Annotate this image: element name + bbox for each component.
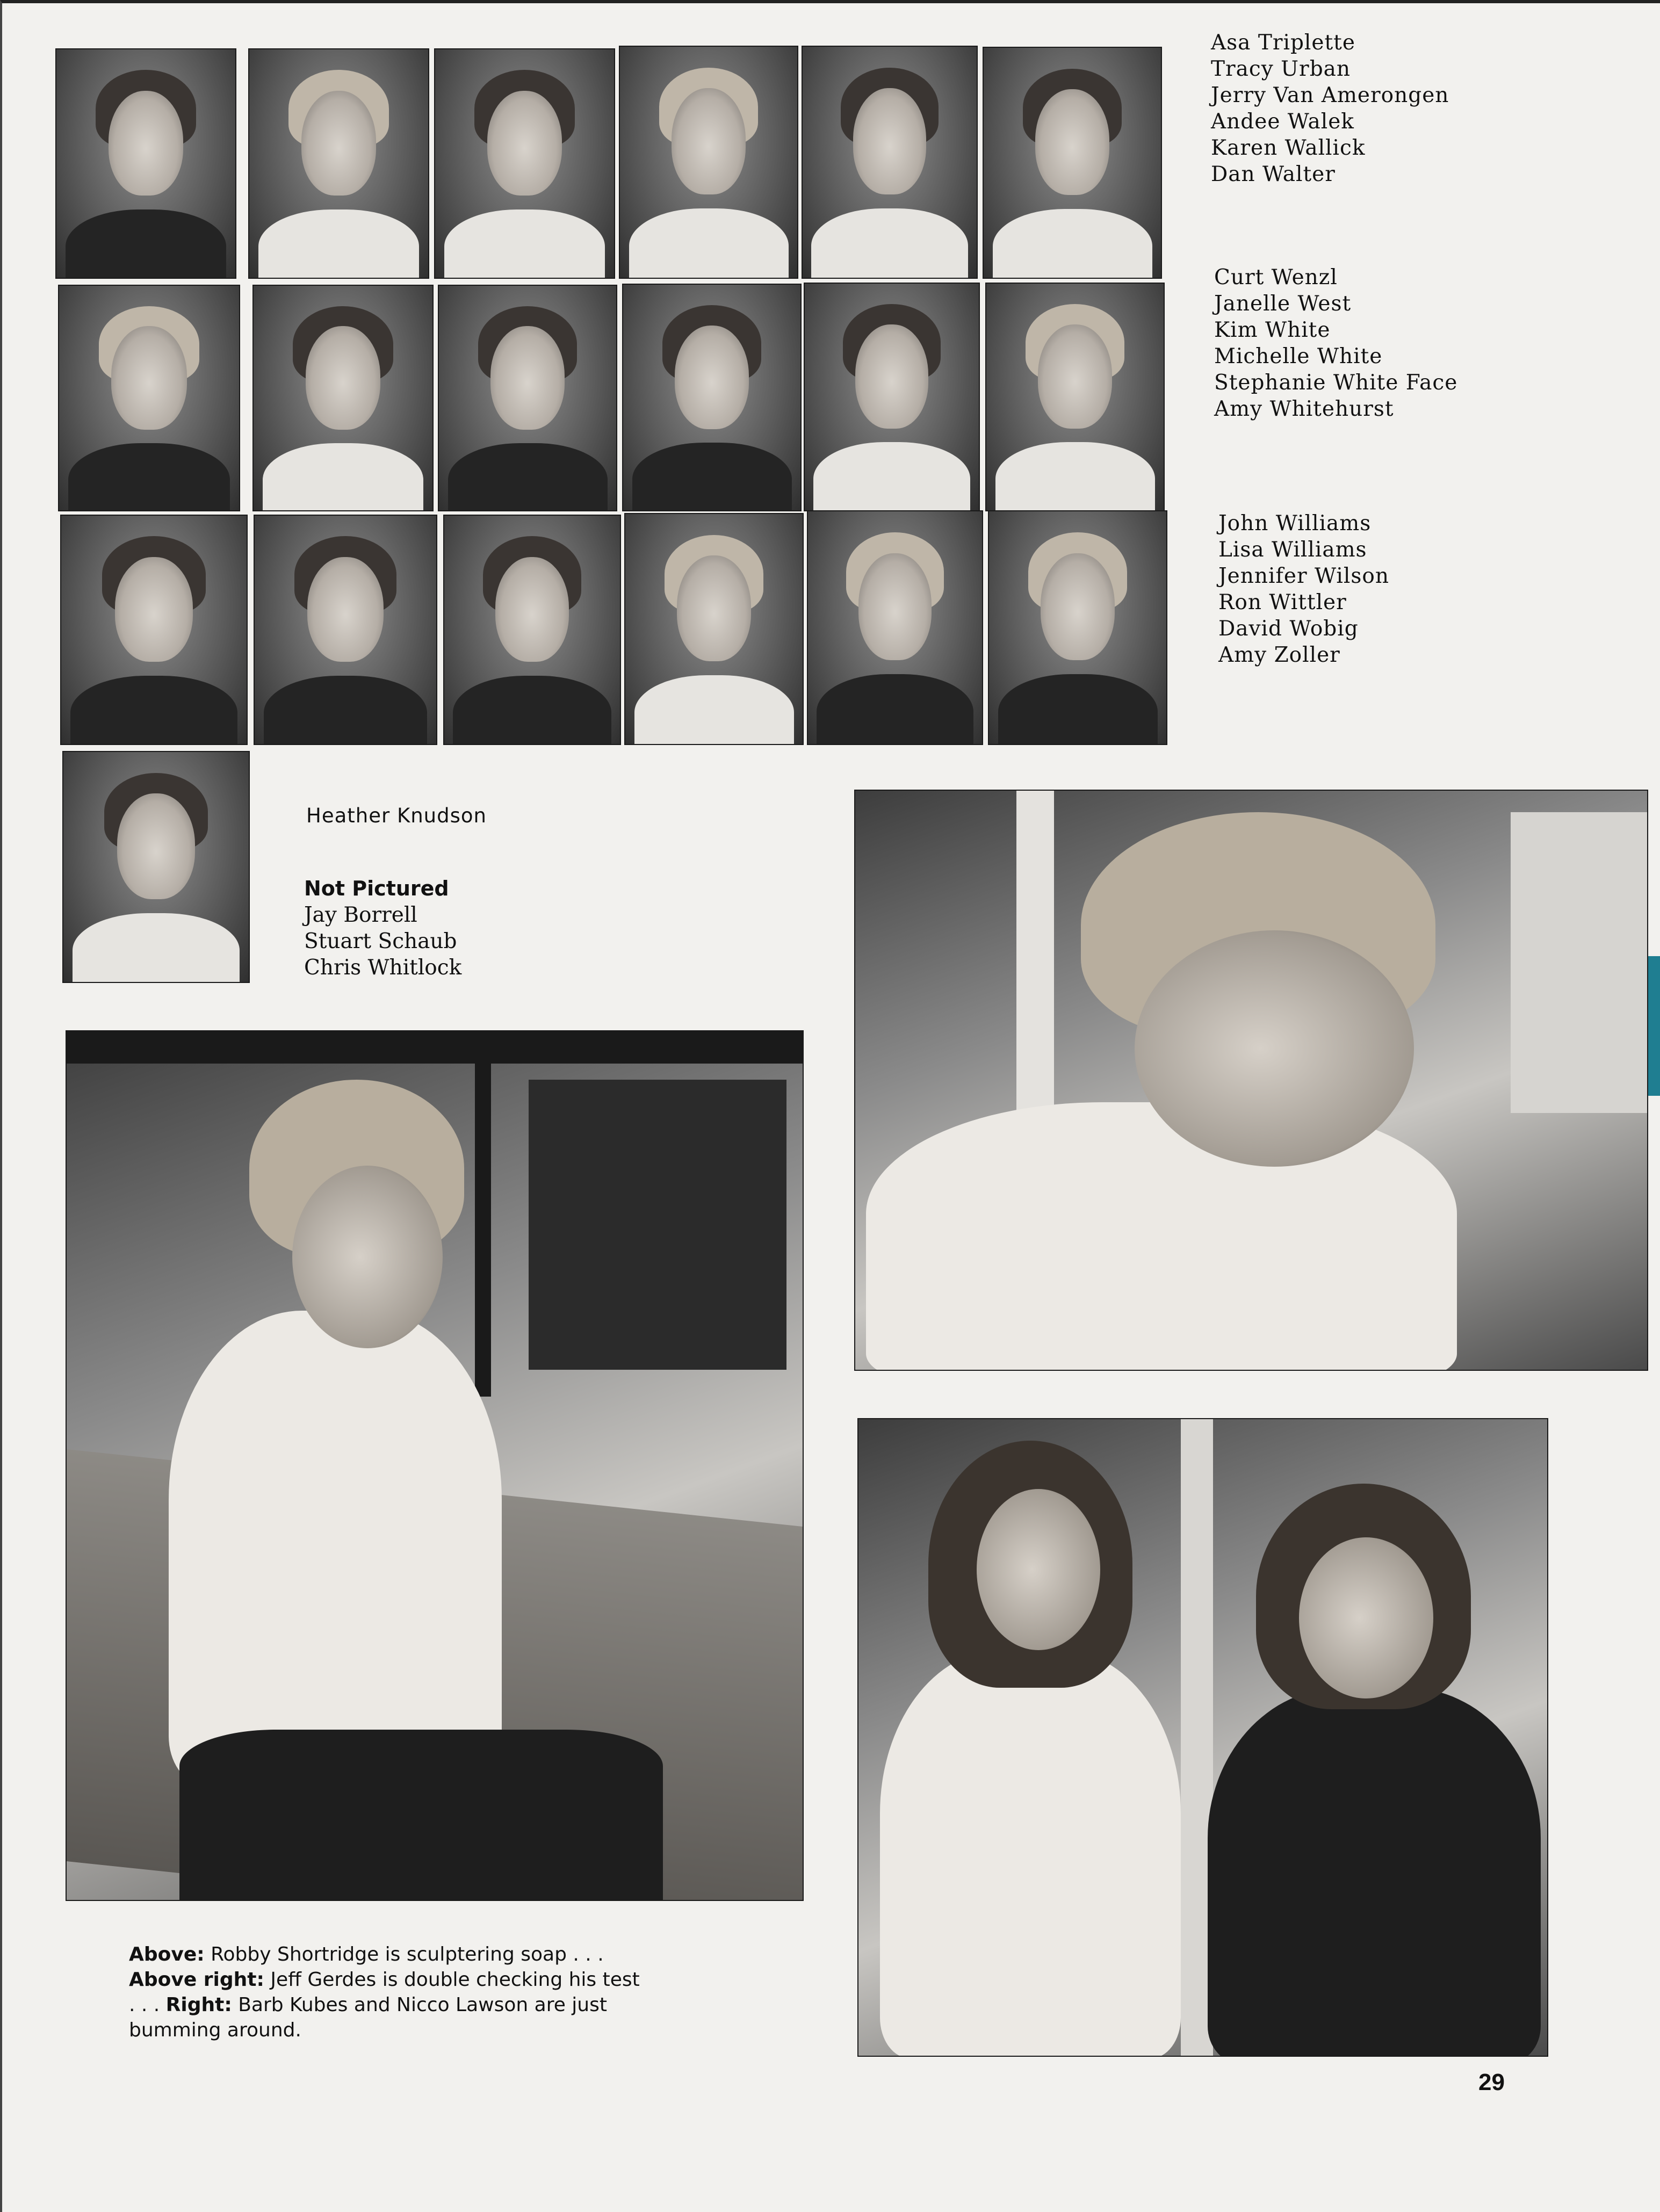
student-name: David Wobig	[1218, 617, 1359, 641]
caption-label-above: Above:	[129, 1943, 205, 1965]
portrait-photo	[252, 285, 434, 511]
single-portrait-name: Heather Knudson	[306, 804, 487, 827]
portrait-photo	[443, 515, 621, 745]
name-list-row-2	[1214, 264, 1457, 422]
student-name: Andee Walek	[1211, 110, 1354, 134]
student-name: Janelle West	[1214, 292, 1352, 316]
student-name: Stuart Schaub	[304, 929, 457, 953]
caption-text-right: Barb Kubes and Nicco Lawson are just bumming around.	[129, 1994, 607, 2041]
portrait-photo	[60, 515, 248, 745]
portrait-photo	[434, 48, 615, 279]
portrait-photo	[55, 48, 236, 279]
portrait-photo	[985, 283, 1165, 511]
portrait-photo	[62, 751, 250, 983]
portrait-photo	[983, 47, 1162, 279]
portrait-photo	[254, 515, 437, 745]
student-name: Ron Wittler	[1218, 590, 1347, 615]
student-name: Dan Walter	[1211, 162, 1336, 186]
student-name: Kim White	[1214, 318, 1331, 342]
page-number: 29	[1478, 2069, 1505, 2095]
student-name: Tracy Urban	[1211, 57, 1351, 81]
student-name: Stephanie White Face	[1214, 371, 1458, 395]
portrait-photo	[624, 513, 804, 745]
candid-photo-above	[66, 1030, 804, 1901]
student-name: Jay Borrell	[304, 903, 417, 927]
student-name: John Williams	[1218, 511, 1372, 536]
candid-photo-right	[857, 1418, 1548, 2057]
student-name: Asa Triplette	[1211, 31, 1355, 55]
not-pictured-list	[304, 876, 461, 981]
student-name: Jennifer Wilson	[1218, 564, 1389, 588]
portrait-photo	[619, 46, 798, 279]
caption-text-above: Robby Shortridge is sculptering soap . . .	[204, 1943, 604, 1965]
student-name: Curt Wenzl	[1214, 265, 1338, 290]
name-list-row-1	[1211, 30, 1449, 187]
caption-label-above-right: Above right:	[129, 1969, 264, 1991]
portrait-photo	[988, 510, 1167, 745]
student-name: Lisa Williams	[1218, 538, 1367, 562]
student-name: Chris Whitlock	[304, 956, 462, 980]
photo-caption	[129, 1942, 645, 2043]
student-name: Karen Wallick	[1211, 136, 1366, 160]
portrait-photo	[622, 284, 802, 511]
student-name: Amy Zoller	[1218, 643, 1340, 667]
student-name: Michelle White	[1214, 344, 1383, 368]
caption-text-above-right: Jeff Gerdes is double checking his test . . .	[129, 1969, 640, 2016]
portrait-photo	[804, 283, 980, 511]
candid-photo-above-right	[854, 790, 1648, 1371]
name-list-row-3	[1218, 510, 1389, 668]
portrait-photo	[807, 510, 983, 745]
student-name: Jerry Van Amerongen	[1211, 83, 1449, 107]
student-name: Amy Whitehurst	[1214, 397, 1394, 421]
not-pictured-heading: Not Pictured	[304, 877, 449, 900]
portrait-photo	[802, 46, 978, 279]
caption-label-right: Right:	[165, 1994, 232, 2016]
portrait-photo	[438, 285, 617, 511]
portrait-photo	[248, 48, 429, 279]
portrait-photo	[58, 285, 240, 511]
binding-tab	[1648, 956, 1660, 1096]
